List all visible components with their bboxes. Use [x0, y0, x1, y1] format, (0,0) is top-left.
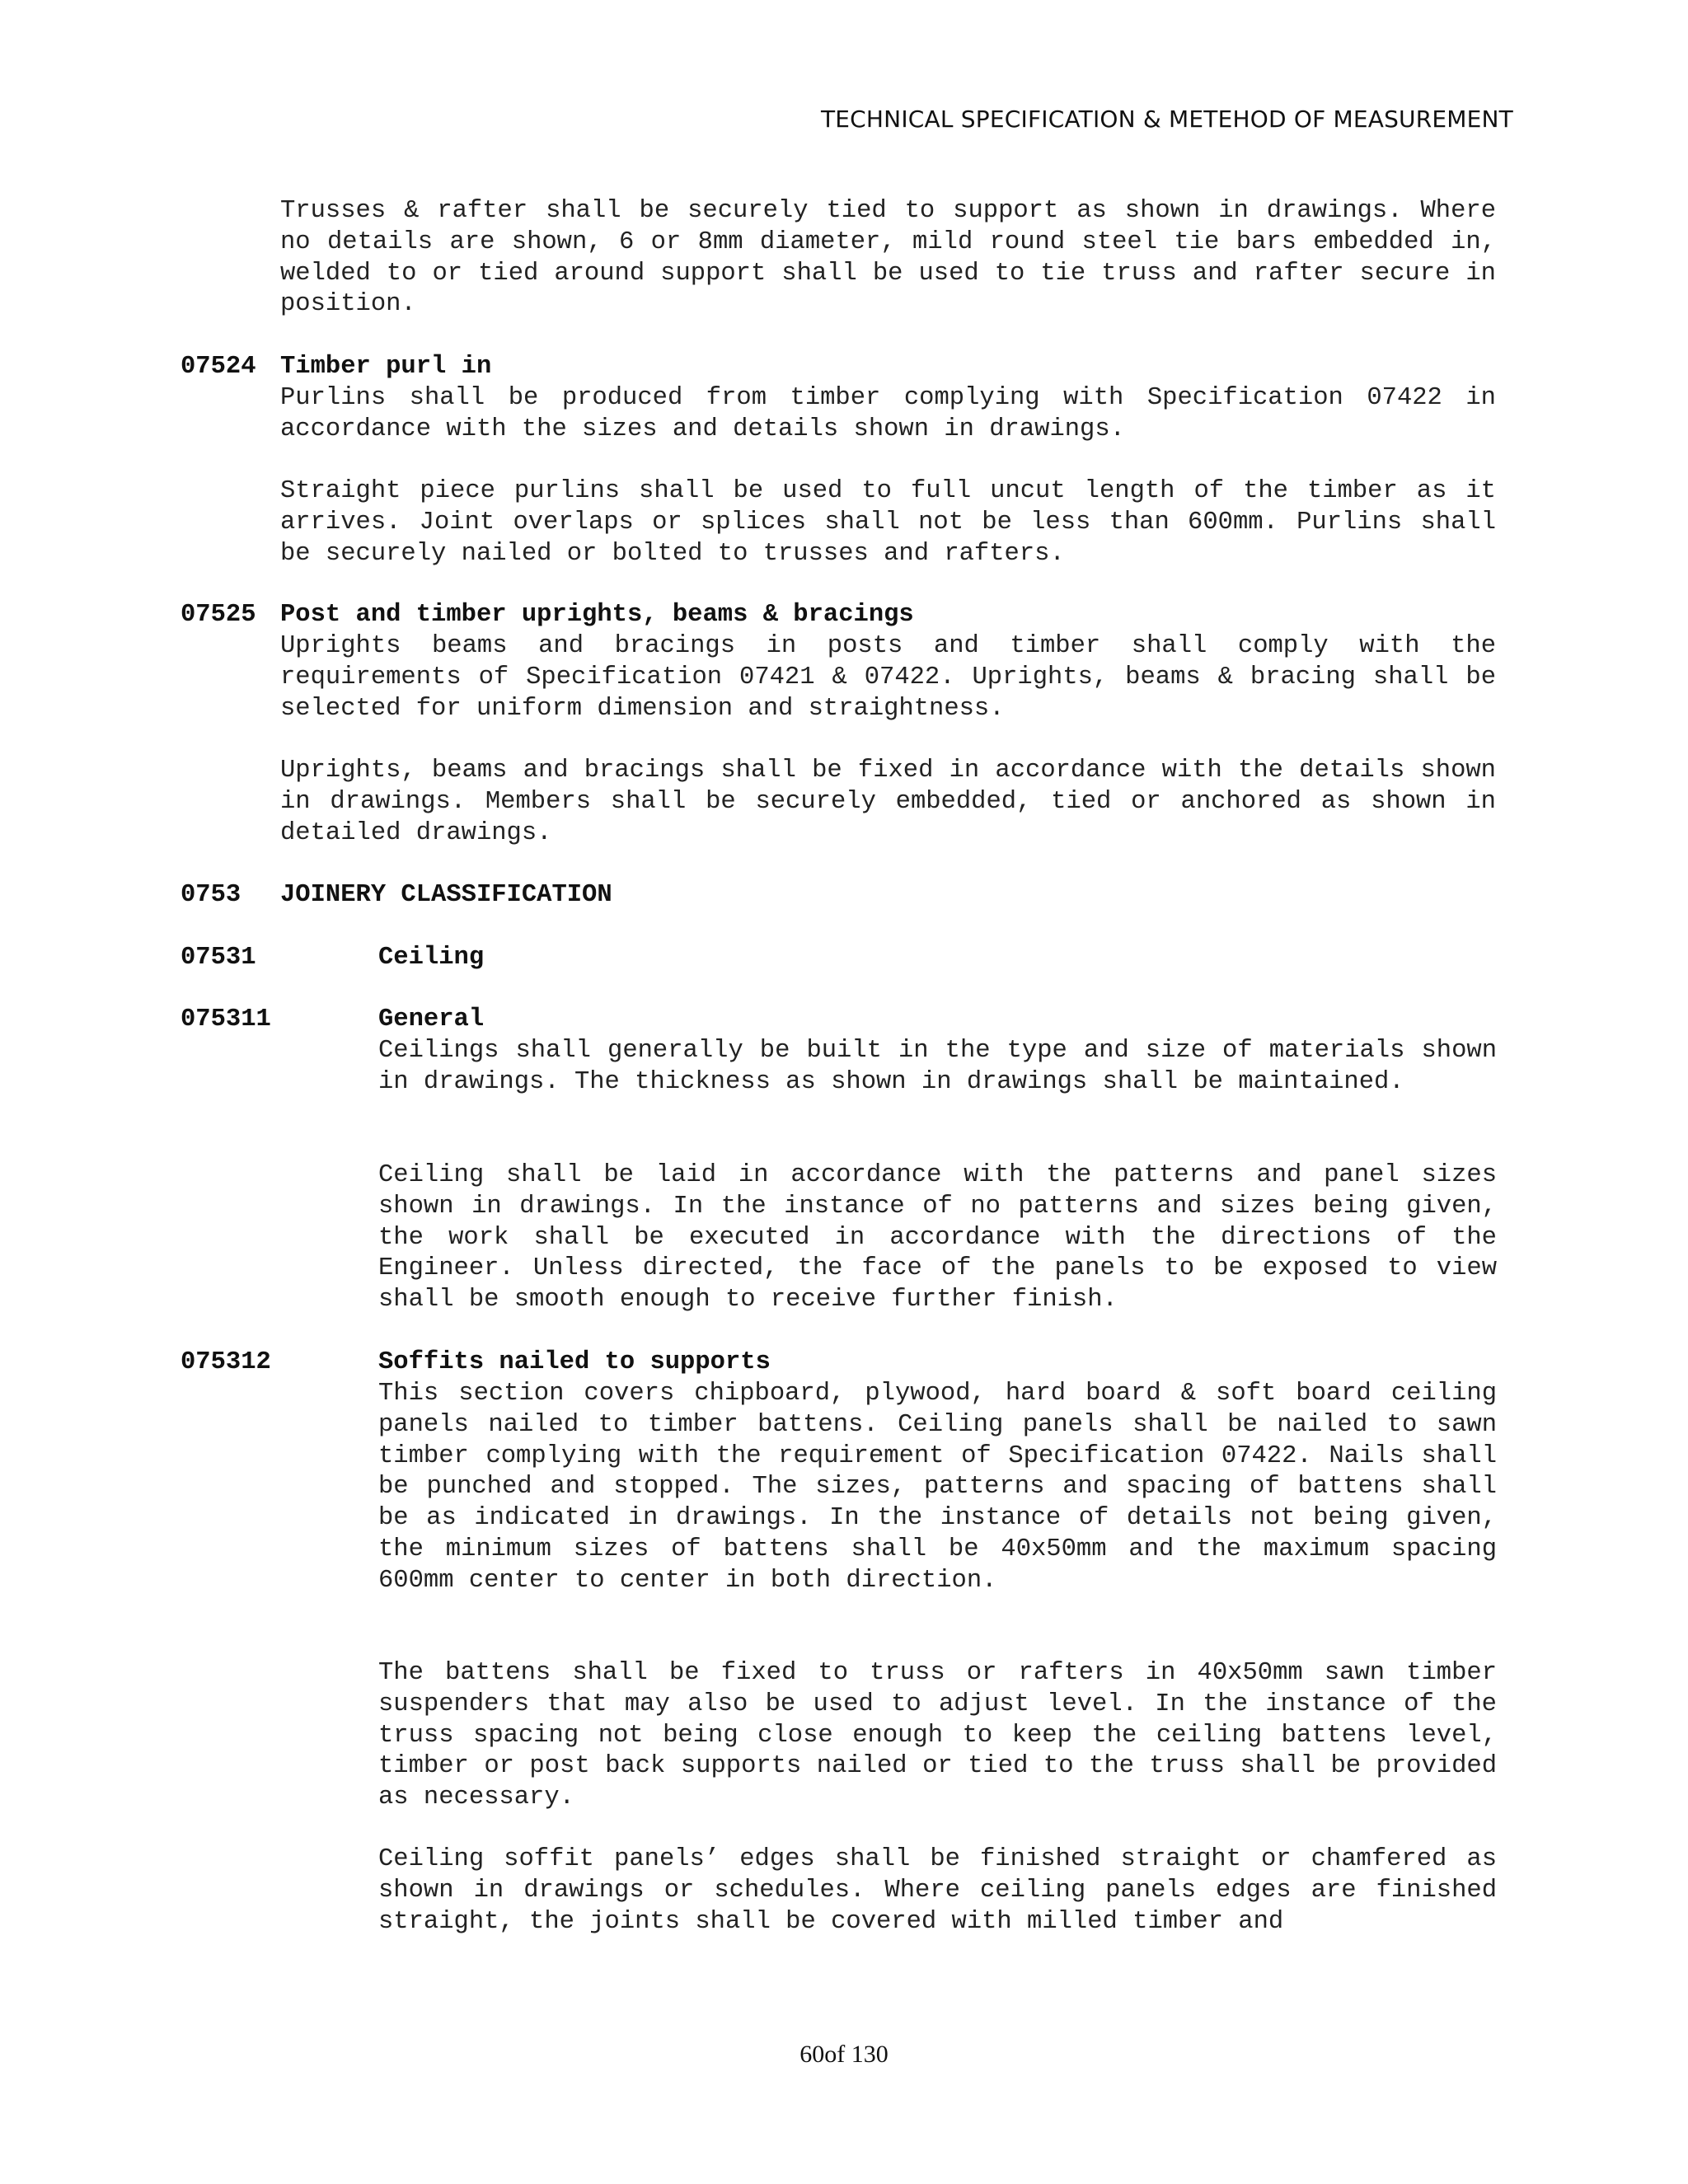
section-code-07531: 07531: [181, 944, 256, 972]
section-code-07524: 07524: [181, 353, 256, 381]
section-075312-paragraph-3: Ceiling soffit panels’ edges shall be finished straight or chamfered as shown in drawings or schedules. Where ceiling panels edges are finished straight, the joints shall be covered with milled timber and: [378, 1845, 1497, 1936]
intro-paragraph: Trusses & rafter shall be securely tied to support as shown in drawings. Where no details are shown, 6 or 8mm diameter, mild round steel tie bars embedded in, welded to or tied around support shall be used to tie truss and rafter secure in position.: [280, 197, 1496, 319]
section-075311-paragraph-2: Ceiling shall be laid in accordance with the patterns and panel sizes shown in drawings. In the instance of no patterns and sizes being given, the work shall be executed in accordance with the directions of the Engineer. Unless directed, the face of the panels to be exposed to view shall be smooth enough to receive further finish.: [378, 1161, 1497, 1315]
section-title-075311: General: [378, 1005, 485, 1033]
page-number: 60of 130: [799, 2041, 889, 2068]
section-code-075311: 075311: [181, 1005, 271, 1033]
section-07525-paragraph-1: Uprights beams and bracings in posts and timber shall comply with the requirements of Specification 07421 & 07422. Uprights, beams & bracing shall be selected for uniform dimension and straightness.: [280, 632, 1496, 723]
section-title-07524: Timber purl in: [280, 353, 492, 381]
section-title-07531: Ceiling: [378, 944, 485, 972]
section-title-0753: JOINERY CLASSIFICATION: [280, 881, 612, 909]
section-title-075312: Soffits nailed to supports: [378, 1348, 771, 1376]
section-075312-paragraph-1: This section covers chipboard, plywood, hard board & soft board ceiling panels nailed to timber battens. Ceiling panels shall be nailed to sawn timber complying with the requirement of Specification 07422. Nails shall be punched and stopped. The sizes, patterns and spacing of battens shall be as indicated in drawings. In the instance of details not being given, the minimum sizes of battens shall be 40x50mm and the maximum spacing 600mm center to center in both direction.: [378, 1380, 1497, 1595]
section-07524-paragraph-1: Purlins shall be produced from timber complying with Specification 07422 in accordance with the sizes and details shown in drawings.: [280, 384, 1496, 443]
section-code-0753: 0753: [181, 881, 241, 909]
section-code-075312: 075312: [181, 1348, 271, 1376]
section-07524-paragraph-2: Straight piece purlins shall be used to full uncut length of the timber as it arrives. Joint overlaps or splices shall not be less than 600mm. Purlins shall be securely nailed or bolted to trusses and rafters.: [280, 477, 1496, 568]
section-07525-paragraph-2: Uprights, beams and bracings shall be fixed in accordance with the details shown in drawings. Members shall be securely embedded, tied or anchored as shown in detailed drawings.: [280, 757, 1496, 847]
page-header: TECHNICAL SPECIFICATION & METEHOD OF MEASUREMENT: [820, 105, 1513, 133]
section-075312-paragraph-2: The battens shall be fixed to truss or rafters in 40x50mm sawn timber suspenders that may also be used to adjust level. In the instance of the truss spacing not being close enough to keep the ceiling battens level, timber or post back supports nailed or tied to the truss shall be provided as necessary.: [378, 1659, 1497, 1812]
section-075311-paragraph-1: Ceilings shall generally be built in the type and size of materials shown in drawings. The thickness as shown in drawings shall be maintained.: [378, 1037, 1497, 1096]
section-code-07525: 07525: [181, 601, 256, 629]
section-title-07525: Post and timber uprights, beams & bracings: [280, 601, 914, 629]
